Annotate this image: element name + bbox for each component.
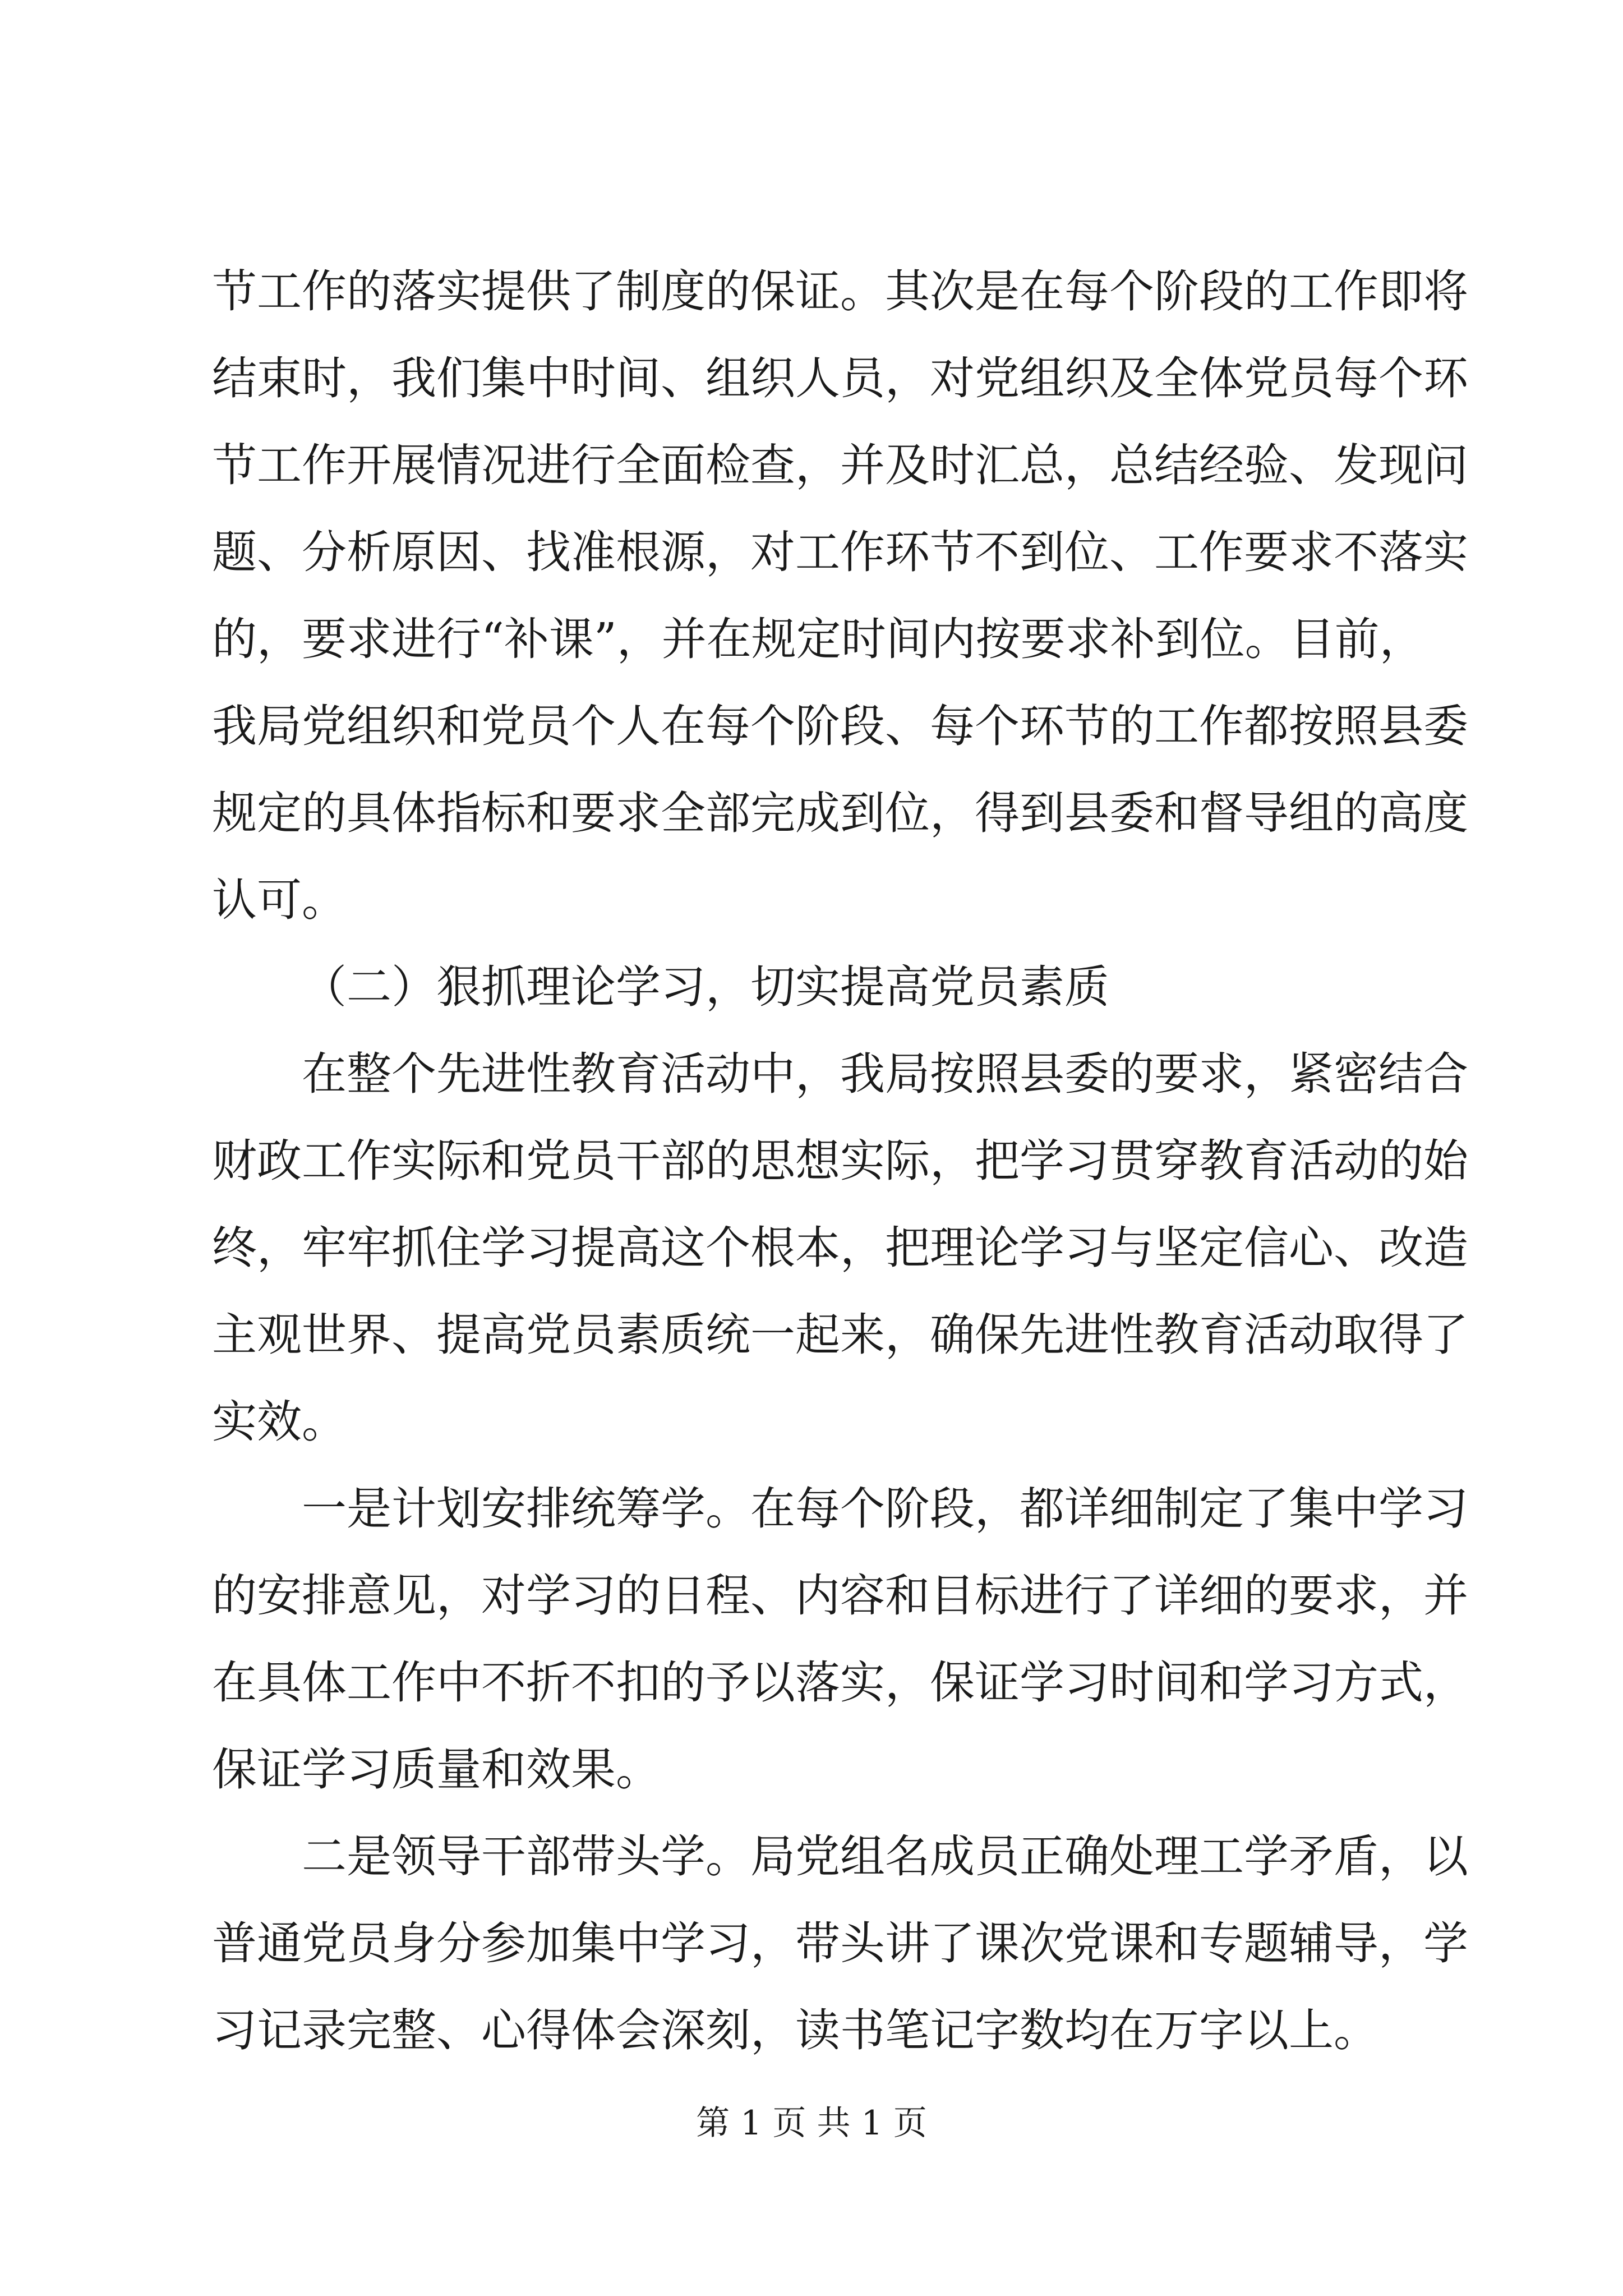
paragraph-first-line: 二是领导干部带头学。局党组名成员正确处理工学矛盾，以	[302, 1830, 1468, 1883]
paragraph-first-line: 在整个先进性教育活动中，我局按照县委的要求，紧密结合	[302, 1048, 1468, 1100]
text-line: 财政工作实际和党员干部的思想实际，把学习贯穿教育活动的始	[212, 1135, 1468, 1187]
text-line: 主观世界、提高党员素质统一起来，确保先进性教育活动取得了	[212, 1309, 1468, 1361]
section-heading: （二）狠抓理论学习，切实提高党员素质	[302, 961, 1109, 1013]
text-line: 我局党组织和党员个人在每个阶段、每个环节的工作都按照县委	[212, 700, 1468, 752]
text-line: 终，牢牢抓住学习提高这个根本，把理论学习与坚定信心、改造	[212, 1222, 1468, 1274]
paragraph-first-line: 一是计划安排统筹学。在每个阶段，都详细制定了集中学习	[302, 1483, 1468, 1535]
text-line: 的，要求进行“补课”，并在规定时间内按要求补到位。目前，	[212, 613, 1424, 665]
text-line: 题、分析原因、找准根源，对工作环节不到位、工作要求不落实	[212, 526, 1468, 578]
text-line: 认可。	[212, 874, 347, 926]
text-line: 实效。	[212, 1396, 347, 1448]
text-line: 节工作开展情况进行全面检查，并及时汇总，总结经验、发现问	[212, 439, 1468, 491]
text-line: 在具体工作中不折不扣的予以落实，保证学习时间和学习方式，	[212, 1657, 1468, 1709]
text-line: 结束时，我们集中时间、组织人员，对党组织及全体党员每个环	[212, 352, 1468, 404]
text-line: 保证学习质量和效果。	[212, 1743, 661, 1796]
page-number-footer: 第 1 页 共 1 页	[696, 2104, 927, 2143]
text-line: 普通党员身分参加集中学习，带头讲了课次党课和专题辅导，学	[212, 1917, 1468, 1970]
text-line: 节工作的落实提供了制度的保证。其次是在每个阶段的工作即将	[212, 265, 1468, 318]
text-line: 习记录完整、心得体会深刻，读书笔记字数均在万字以上。	[212, 2004, 1378, 2056]
text-line: 的安排意见，对学习的日程、内容和目标进行了详细的要求，并	[212, 1570, 1468, 1622]
text-line: 规定的具体指标和要求全部完成到位，得到县委和督导组的高度	[212, 787, 1468, 839]
